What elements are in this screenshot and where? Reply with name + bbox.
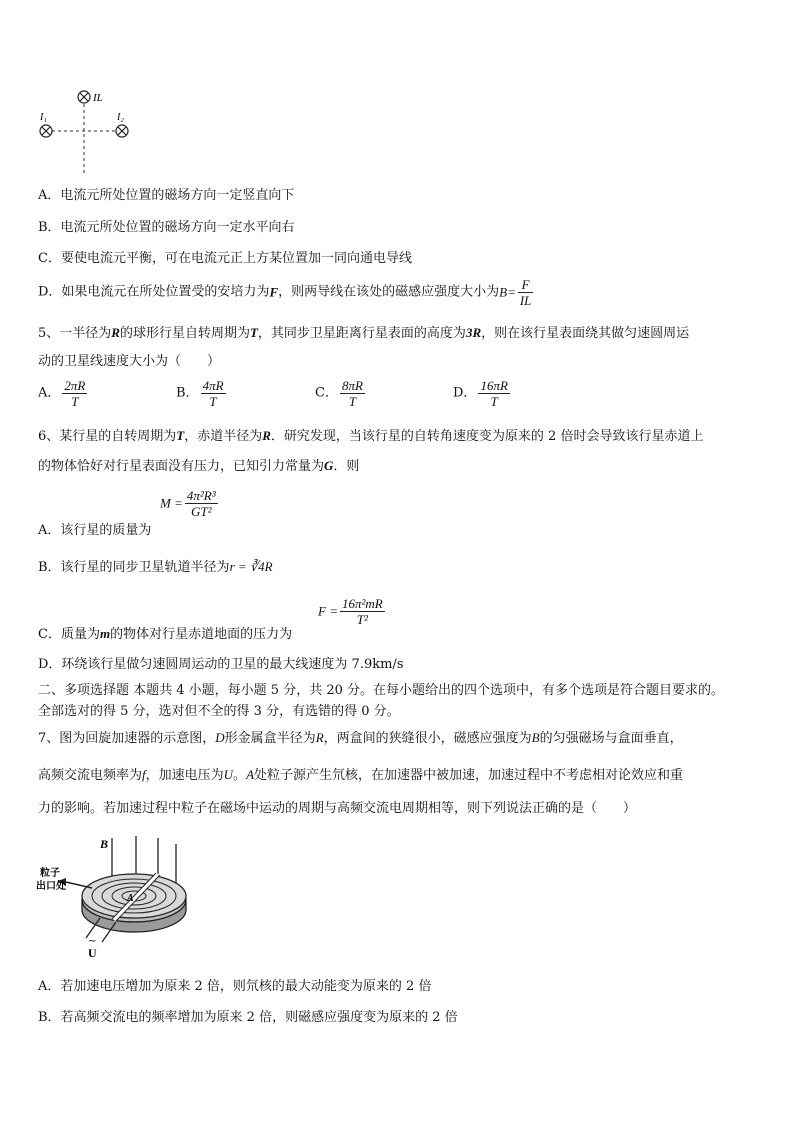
label-i1: I₁ — [40, 112, 47, 123]
q6-option-a: A．该行星的质量为 — [38, 523, 152, 538]
q7-stem-line2: 高频交流电频率为f，加速电压为U。A处粒子源产生氘核，在加速器中被加速，加速过程中不考虑相对论效应和重 — [38, 767, 684, 783]
q4-option-c: C．要使电流元平衡，可在电流元正上方某位置加一同向通电导线 — [38, 251, 412, 266]
q5-option-d: D． $\frac{16\pi R}{T}$ — [453, 378, 508, 409]
q6-option-b: B．该行星的同步卫星轨道半径为r = ∛4R — [38, 559, 273, 575]
q7-stem-line1: 7、图为回旋加速器的示意图，D形金属盒半径为R，两盒间的狭缝很小，磁感应强度为B的匀强磁场与盒面垂直， — [38, 730, 683, 746]
q4-d-fraction: $\frac{F}{IL}$ — [519, 277, 532, 308]
q7-option-b: B．若高频交流电的频率增加为原来 2 倍，则磁感应强度变为原来的 2 倍 — [38, 1010, 458, 1025]
cyclotron-figure — [36, 830, 196, 965]
fig-label-u: U — [88, 946, 97, 960]
q6-option-d: D．环绕该行星做匀速圆周运动的卫星的最大线速度为 7.9km/s — [38, 657, 404, 672]
q4-option-a: A．电流元所处位置的磁场方向一定竖直向下 — [38, 188, 295, 203]
q6-stem-line2: 的物体恰好对行星表面没有压力，已知引力常量为G．则 — [38, 458, 360, 474]
section2-instructions-line2: 全部选对的得 5 分，选对但不全的得 3 分，有选错的得 0 分。 — [38, 704, 400, 719]
q4-option-b: B．电流元所处位置的磁场方向一定水平向右 — [38, 220, 295, 235]
q6-c-formula: F = $\frac{\text{16π²mR}}{\text{T²}}$ — [318, 596, 383, 627]
section2-instructions-line1: 二、多项选择题 本题共 4 小题，每小题 5 分，共 20 分。在每小题给出的四个选项中，有多个选项是符合题目要求的。 — [38, 683, 725, 698]
fig-label-exit-2: 出口处 — [36, 881, 66, 892]
label-i2: I₂ — [117, 112, 124, 123]
q7-stem-line3: 力的影响。若加速过程中粒子在磁场中运动的周期与高频交流电周期相等，则下列说法正确的是（ ） — [38, 801, 637, 816]
current-elements-figure — [30, 82, 140, 178]
current-i2-icon — [116, 125, 128, 137]
label-il: IL — [93, 92, 103, 104]
q7-option-a: A．若加速电压增加为原来 2 倍，则氘核的最大动能变为原来的 2 倍 — [38, 979, 432, 994]
q6-stem-line1: 6、某行星的自转周期为T，赤道半径为R．研究发现，当该行星的自转角速度变为原来的 2 倍时会导致该行星赤道上 — [38, 428, 704, 444]
q5-option-b: B． $\frac{4\pi R}{T}$ — [176, 378, 224, 409]
q6-option-c: C．质量为m的物体对行星赤道地面的压力为 — [38, 626, 293, 642]
current-i1-icon — [40, 125, 52, 137]
q5-option-a: A． $\frac{2\pi R}{T}$ — [38, 378, 86, 409]
q5-stem-line2: 动的卫星线速度大小为（ ） — [38, 354, 221, 369]
svg-text:~: ~ — [88, 936, 97, 947]
fig-label-a: A — [127, 893, 134, 904]
current-element-top-icon — [78, 91, 90, 103]
q6-a-formula: M = $\frac{\text{4π²R³}}{\text{GT²}}$ — [160, 488, 216, 519]
fig-label-exit-1: 粒子 — [40, 868, 60, 879]
q5-option-c: C． $\frac{8\pi R}{T}$ — [315, 378, 363, 409]
q5-stem-line1: 5、一半径为R的球形行星自转周期为T，其同步卫星距离行星表面的高度为3R，则在该行星表面绕其做匀速圆周运 — [38, 325, 690, 341]
fig-label-b: B — [100, 837, 109, 851]
q4-option-d: D．如果电流元在所处位置受的安培力为F，则两导线在该处的磁感应强度大小为B= $\frac{F}{IL}$ — [38, 277, 532, 308]
